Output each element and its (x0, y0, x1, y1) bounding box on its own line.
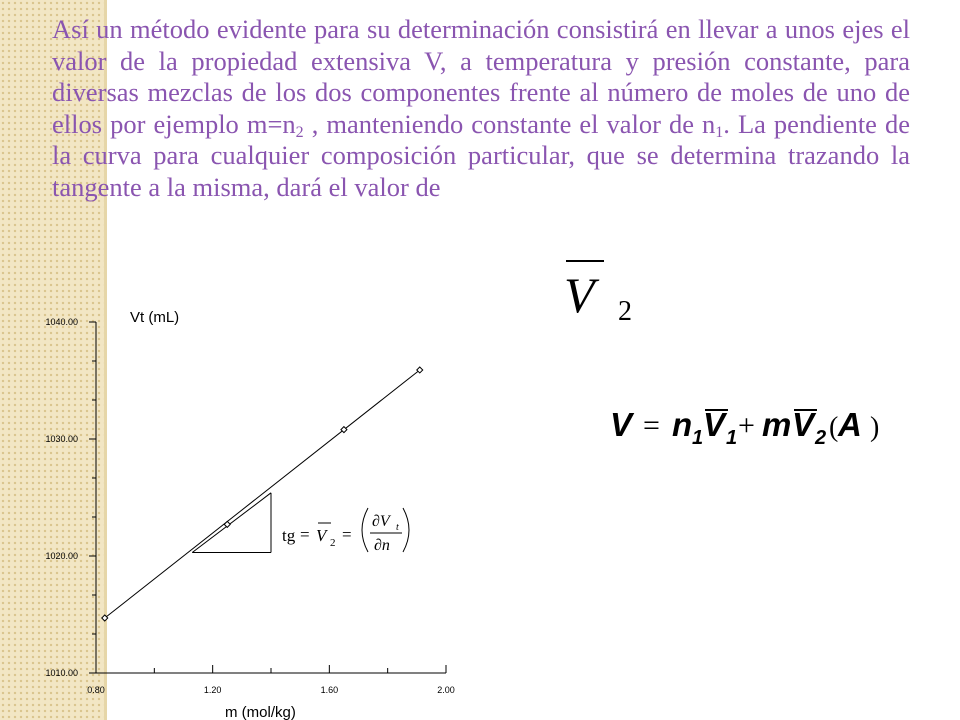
eq-open-paren: ( (829, 412, 839, 443)
slope-annotation (282, 508, 409, 554)
annot-open-paren (362, 508, 368, 552)
paragraph-subscript-1: 1 (715, 123, 724, 141)
eq-v2: V (792, 406, 815, 443)
annot-close-paren (403, 508, 409, 552)
annot-denominator: ∂n (374, 537, 390, 554)
symbol-letter: V (564, 267, 595, 323)
y-tick-label: 1020.00 (45, 551, 78, 561)
eq-n-sub: 1 (692, 427, 704, 449)
eq-plus: + (738, 409, 755, 442)
y-tick-label: 1010.00 (45, 668, 78, 678)
y-tick-label: 1030.00 (45, 434, 78, 444)
volume-chart (0, 300, 470, 720)
x-tick-label: 2.00 (437, 685, 455, 695)
tick-marks (89, 322, 446, 673)
eq-v1-sub: 1 (726, 427, 738, 449)
tangent-line (192, 493, 271, 553)
annot-tg: tg (282, 526, 296, 545)
eq-close-paren: ) (870, 412, 880, 443)
eq-v1: V (703, 406, 726, 443)
annot-numerator-sub: t (396, 522, 399, 533)
v2-bar-symbol (560, 256, 640, 326)
equation-a (610, 400, 890, 450)
data-point (224, 521, 230, 527)
symbol-subscript: 2 (618, 296, 632, 326)
annot-numerator: ∂V (372, 513, 390, 530)
x-axis-label: m (mol/kg) (225, 704, 296, 720)
tick-labels (45, 317, 454, 695)
slide-paragraph (52, 14, 910, 203)
annot-v: V (316, 526, 327, 545)
x-tick-label: 1.20 (203, 685, 222, 695)
x-tick-label: 0.80 (87, 685, 105, 695)
annot-eq2: = (342, 525, 352, 544)
y-axis-label: Vt (mL) (130, 309, 180, 326)
eq-m: m (762, 406, 792, 443)
data-marks (102, 367, 423, 621)
paragraph-part-1: Así un método evidente para su determinación consistirá en llevar a unos ejes el valor de la propiedad extensiva V, a temperatura y presión constante, para diversas mezclas de los dos componentes frente al número de moles de uno de ellos por ejemplo m=n (52, 14, 910, 139)
eq-v: V (610, 406, 633, 443)
paragraph-part-3: . La pendiente de la curva para cualquier composición particular, que se determina trazando la tangente a la misma, dará el valor de (52, 108, 910, 202)
eq-n: n (672, 406, 693, 443)
paragraph-part-2: , manteniendo constante el valor de n (303, 108, 716, 139)
annot-v-sub: 2 (330, 537, 336, 549)
eq-equals: = (643, 409, 660, 442)
x-tick-label: 1.60 (320, 685, 339, 695)
y-tick-label: 1040.00 (45, 317, 78, 327)
eq-v2-sub: 2 (815, 427, 827, 449)
eq-label-a: A (838, 406, 862, 443)
paragraph-subscript-2: 2 (295, 123, 304, 141)
annot-eq: = (300, 525, 310, 544)
fit-line (105, 370, 420, 618)
